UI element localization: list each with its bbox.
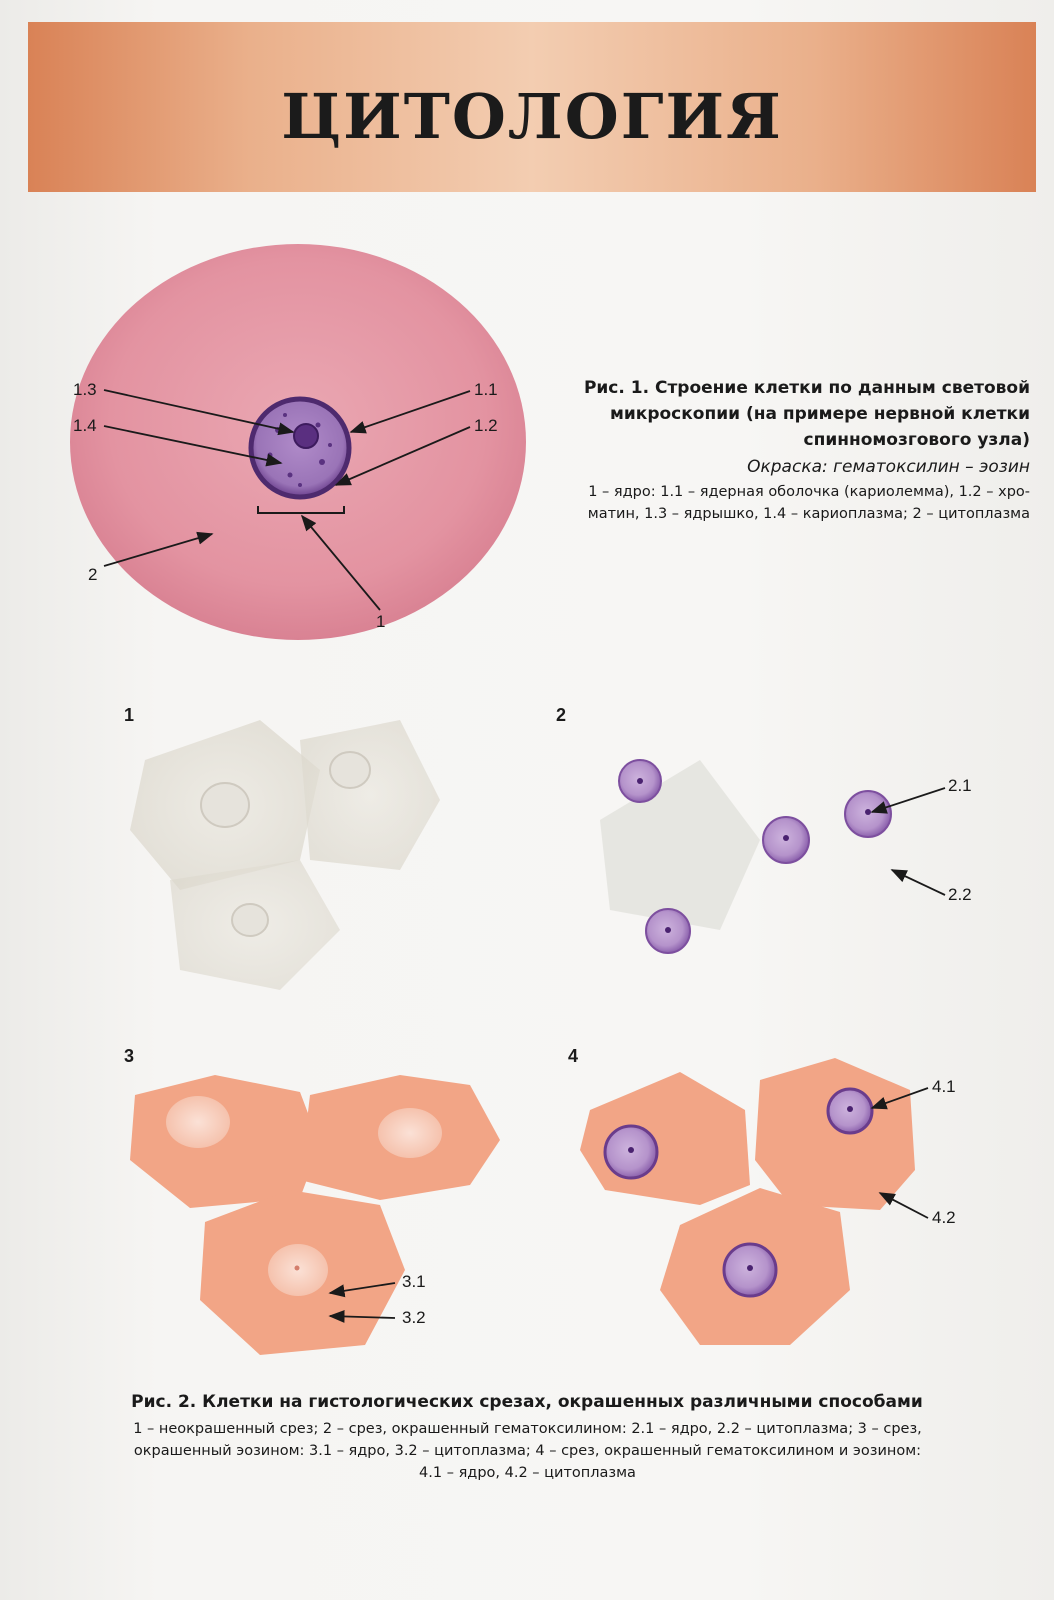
panel-number-2: 2 <box>556 705 567 725</box>
neuron-nucleus <box>251 399 349 497</box>
label-1-4: 1.4 <box>73 416 97 435</box>
panel-number-4: 4 <box>568 1046 579 1066</box>
label-4-1: 4.1 <box>932 1077 956 1096</box>
figure1-title-line1: Рис. 1. Строение клетки по данным световой <box>583 378 1030 398</box>
panel1-unstained-cells <box>130 720 440 990</box>
figure2-title: Рис. 2. Клетки на гистологических срезах, окрашенных различными способами <box>131 1392 923 1412</box>
label-1-1: 1.1 <box>474 380 498 399</box>
panel-number-1: 1 <box>124 705 135 725</box>
figure1-caption <box>560 375 1030 525</box>
panel2-hematoxylin-cells <box>600 760 891 953</box>
figure1-legend-line1: 1 – ядро: 1.1 – ядерная оболочка (кариолемма), 1.2 – хро- <box>588 484 1030 500</box>
figure1-title-line2: микроскопии (на примере нервной клетки <box>609 404 1030 424</box>
label-1-3: 1.3 <box>73 380 97 399</box>
label-2-1: 2.1 <box>948 776 972 795</box>
chapter-title: ЦИТОЛОГИЯ <box>281 80 783 153</box>
figure2-legend-line3: 4.1 – ядро, 4.2 – цитоплазма <box>419 1465 636 1481</box>
label-2: 2 <box>88 565 98 584</box>
label-4-2: 4.2 <box>932 1208 956 1227</box>
figure1-title-line3: спинномозгового узла) <box>803 430 1030 450</box>
panel3-eosin-cells <box>130 1075 500 1355</box>
panel4-he-cells <box>580 1058 915 1345</box>
label-3-2: 3.2 <box>402 1308 426 1327</box>
figure1-stain: Окраска: гематоксилин – эозин <box>747 457 1030 477</box>
label-3-1: 3.1 <box>402 1272 426 1291</box>
figure2-legend <box>110 1418 945 1484</box>
label-2-2: 2.2 <box>948 885 972 904</box>
figure2-legend-line2: окрашенный эозином: 3.1 – ядро, 3.2 – цитоплазма; 4 – срез, окрашенный гематоксилином и эозином: <box>133 1443 922 1459</box>
figure1-legend-line2: матин, 1.3 – ядрышко, 1.4 – кариоплазма; 2 – цитоплазма <box>587 506 1030 522</box>
neuron-nucleolus <box>294 424 318 448</box>
panel-number-3: 3 <box>124 1046 135 1066</box>
label-1: 1 <box>376 612 386 631</box>
figure1-neuron <box>70 244 526 640</box>
figure2-legend-line1: 1 – неокрашенный срез; 2 – срез, окрашенный гематоксилином: 2.1 – ядро, 2.2 – цитоплазма; 3 – срез, <box>133 1421 922 1437</box>
label-1-2: 1.2 <box>474 416 498 435</box>
